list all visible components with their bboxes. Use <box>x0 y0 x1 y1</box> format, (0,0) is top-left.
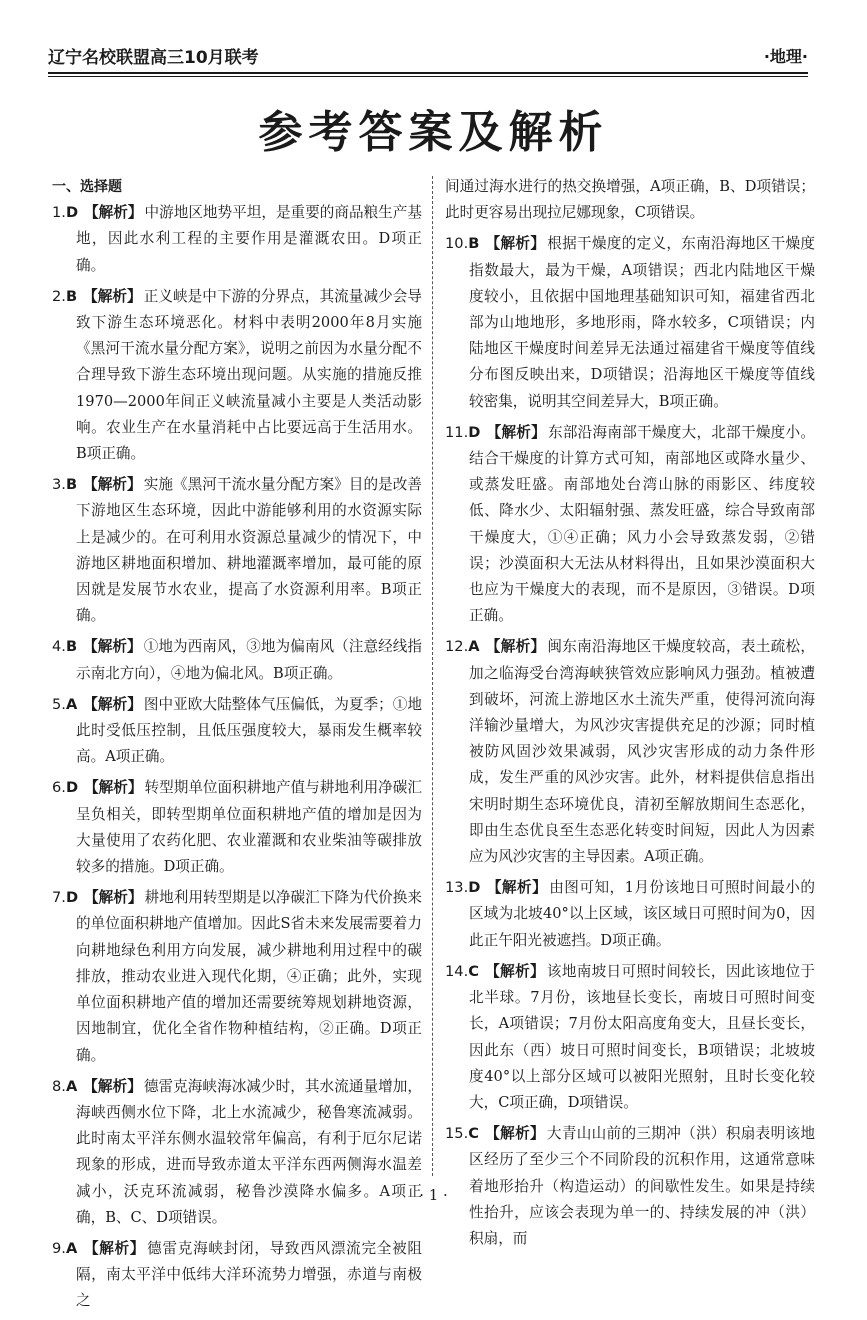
answer-letter: C <box>468 962 479 980</box>
question-number: 12. <box>445 638 469 656</box>
subject-label: ·地理· <box>763 46 808 66</box>
answer-letter: B <box>468 235 480 253</box>
question-number: 8. <box>52 1077 66 1095</box>
main-title: 参考答案及解析 <box>258 107 609 158</box>
question-number: 15. <box>445 1125 469 1143</box>
answer-item <box>445 420 815 630</box>
section-title: 一、选择题 <box>52 179 122 195</box>
analysis-text: 闽东南沿海地区干燥度较高，表土疏松，加之临海受台湾海峡狭管效应影响风力强劲。植被遭到破坏，河流上游地区水土流失严重，使得河流向海洋输沙量增大，为风沙灾害提供充足的沙源；同时植被防风固沙效果减弱，风沙灾害形成的动力条件形成，发生严重的风沙灾害。此外，材料提供信息指出宋明时期生态环境优良，清初至解放期间生态恶化，即由生态优良至生态恶化转变时间短，因此人为因素应为风沙灾害的主导因素。A项正确。 <box>469 638 815 866</box>
analysis-tag: 【解析】 <box>486 879 548 897</box>
answer-letter: D <box>468 879 481 897</box>
answer-letter: A <box>65 1077 78 1095</box>
analysis-tag: 【解析】 <box>484 1125 545 1143</box>
answer-letter: D <box>65 889 79 907</box>
answer-item <box>52 284 422 467</box>
column-divider <box>432 176 433 1176</box>
answer-item <box>445 231 815 414</box>
answer-item <box>52 885 422 1068</box>
question-number: 4. <box>52 638 66 656</box>
analysis-tag: 【解析】 <box>486 423 546 441</box>
question-number: 1. <box>52 204 66 222</box>
analysis-tag: 【解析】 <box>83 1077 142 1095</box>
analysis-tag: 【解析】 <box>83 476 142 494</box>
answer-letter: B <box>65 638 78 656</box>
analysis-text: 德雷克海峡封闭，导致西风漂流完全被阻隔，南太平洋中低纬大洋环流势力增强，赤道与南极之 <box>76 1239 422 1310</box>
answer-letter: D <box>468 423 481 441</box>
analysis-tag: 【解析】 <box>484 962 545 980</box>
analysis-text: 耕地利用转型期是以净碳汇下降为代价换来的单位面积耕地产值增加。因此S省未来发展需要着力向耕地绿色利用方向发展，减少耕地利用过程中的碳排放，推动农业进入现代化期，④正确；此外，实现单位面积耕地产值的增加还需要统筹规划耕地资源，因地制宜，优化全省作物种植结构，②正确。D项正确。 <box>76 889 422 1064</box>
analysis-tag: 【解析】 <box>84 779 143 797</box>
answer-item <box>52 1236 422 1315</box>
right-column <box>445 174 815 1257</box>
question-number: 5. <box>52 695 66 713</box>
answer-letter: B <box>65 476 78 494</box>
answer-letter: D <box>65 204 79 222</box>
analysis-text: 图中亚欧大陆整体气压偏低，为夏季；①地此时受低压控制，且低压强度较大，暴雨发生概率较高。A项正确。 <box>76 695 422 766</box>
exam-title: 辽宁名校联盟高三10月联考 <box>48 47 259 68</box>
analysis-text: 该地南坡日可照时间较长，因此该地位于北半球。7月份，该地昼长变长，南坡日可照时间变长，A项错误；7月份太阳高度角变大，且昼长变长，因此东（西）坡日可照时间变长，B项错误；北坡坡度40°以上部分区域可以被阳光照射，且时长变化较大，C项正确，D项错误。 <box>469 962 815 1111</box>
question-number: 10. <box>445 235 469 253</box>
answer-item <box>445 634 815 870</box>
analysis-text: 大青山山前的三期冲（洪）积扇表明该地区经历了至少三个不同阶段的沉积作用，这通常意味着地形抬升（构造运动）的间歇性发生。如果是持续性抬升，应该会表现为单一的、持续发展的冲（洪）积扇，而 <box>469 1125 815 1247</box>
question-number: 13. <box>445 879 469 897</box>
left-column <box>52 174 422 1320</box>
analysis-tag: 【解析】 <box>84 204 143 222</box>
answer-item <box>445 959 815 1116</box>
answer-letter: B <box>65 287 78 305</box>
answer-letter: D <box>65 779 79 797</box>
analysis-text: ①地为西南风，③地为偏南风（注意经线指示南北方向），④地为偏北风。B项正确。 <box>76 638 422 682</box>
answer-letter: A <box>65 695 78 713</box>
answer-item <box>52 692 422 771</box>
analysis-text: 由图可知，1月份该地日可照时间最小的区域为北坡40°以上区域，该区域日可照时间为0，因此正午阳光被遮挡。D项正确。 <box>469 879 815 949</box>
answer-item <box>52 200 422 279</box>
answer-item <box>52 472 422 629</box>
answer-letter: C <box>468 1125 479 1143</box>
analysis-text: 东部沿海南部干燥度大，北部干燥度小。结合干燥度的计算方式可知，南部地区或降水量少、或蒸发旺盛。南部地处台湾山脉的雨影区、纬度较低、降水少、太阳辐射强、蒸发旺盛，综合导致南部干燥度大，①④正确；风力小会导致蒸发弱，②错误；沙漠面积大无法从材料得出，且如果沙漠面积大也应为干燥度大的表现，而不是原因，③错误。D项正确。 <box>469 423 815 625</box>
analysis-text: 间通过海水进行的热交换增强，A项正确，B、D项错误；此时更容易出现拉尼娜现象，C项错误。 <box>445 178 815 222</box>
analysis-tag: 【解析】 <box>485 235 546 253</box>
header-rule-thin <box>48 76 808 77</box>
analysis-tag: 【解析】 <box>83 1239 146 1257</box>
answer-item <box>52 1074 422 1231</box>
analysis-text: 转型期单位面积耕地产值与耕地利用净碳汇呈负相关，即转型期单位面积耕地产值的增加是因为大量使用了农药化肥、农业灌溉和农业柴油等碳排放较多的措施。D项正确。 <box>76 779 422 876</box>
question-number: 14. <box>445 962 469 980</box>
analysis-tag: 【解析】 <box>84 889 143 907</box>
page-header <box>48 40 808 70</box>
analysis-text: 中游地区地势平坦，是重要的商品粮生产基地，因此水利工程的主要作用是灌溉农田。D项正确。 <box>76 204 422 274</box>
analysis-text: 正义峡是中下游的分界点，其流量减少会导致下游生态环境恶化。材料中表明2000年8月实施《黑河干流水量分配方案》，说明之前因为水量分配不合理导致下游生态环境出现问题。从实施的措施反推1970—2000年间正义峡流量减小主要是人类活动影响。农业生产在水量消耗中占比要远高于生活用水。B项正确。 <box>76 287 422 463</box>
answer-item <box>445 174 815 226</box>
answer-letter: A <box>468 638 480 656</box>
answer-item <box>52 775 422 880</box>
question-number: 6. <box>52 779 66 797</box>
answer-item <box>445 875 815 954</box>
analysis-tag: 【解析】 <box>83 695 142 713</box>
question-number: 2. <box>52 287 66 305</box>
question-number: 7. <box>52 889 66 907</box>
question-number: 9. <box>52 1239 66 1257</box>
answer-letter: A <box>65 1239 78 1257</box>
header-rule-thick <box>48 72 808 74</box>
analysis-text: 德雷克海峡海冰减少时，其水流通量增加，海峡西侧水位下降，北上水流减少，秘鲁寒流减弱。此时南太平洋东侧水温较常年偏高，有利于厄尔尼诺现象的形成，进而导致赤道太平洋东西两侧海水温差减小，沃克环流减弱，秘鲁沙漠降水偏多。A项正确，B、C、D项错误。 <box>76 1077 422 1226</box>
page-number: · 1 · <box>419 1186 448 1204</box>
analysis-tag: 【解析】 <box>83 287 142 305</box>
question-number: 11. <box>445 423 469 441</box>
question-number: 3. <box>52 476 66 494</box>
answer-item <box>52 634 422 686</box>
analysis-text: 根据干燥度的定义，东南沿海地区干燥度指数最大，最为干燥，A项错误；西北内陆地区干燥度较小，且依据中国地理基础知识可知，福建省西北部为山地地形，多地形雨，降水较多，C项错误；内陆地区干燥度时间差异无法通过福建省干燥度等值线分布图反映出来，D项错误；沿海地区干燥度等值线较密集，说明其空间差异大，B项正确。 <box>469 235 815 410</box>
analysis-text: 实施《黑河干流水量分配方案》目的是改善下游地区生态环境，因此中游能够利用的水资源实际上是减少的。在可利用水资源总量减少的情况下，中游地区耕地面积增加、耕地灌溉率增加，最可能的原因就是发展节水农业，提高了水资源利用率。B项正确。 <box>76 476 422 625</box>
analysis-tag: 【解析】 <box>83 638 142 656</box>
analysis-tag: 【解析】 <box>485 638 546 656</box>
